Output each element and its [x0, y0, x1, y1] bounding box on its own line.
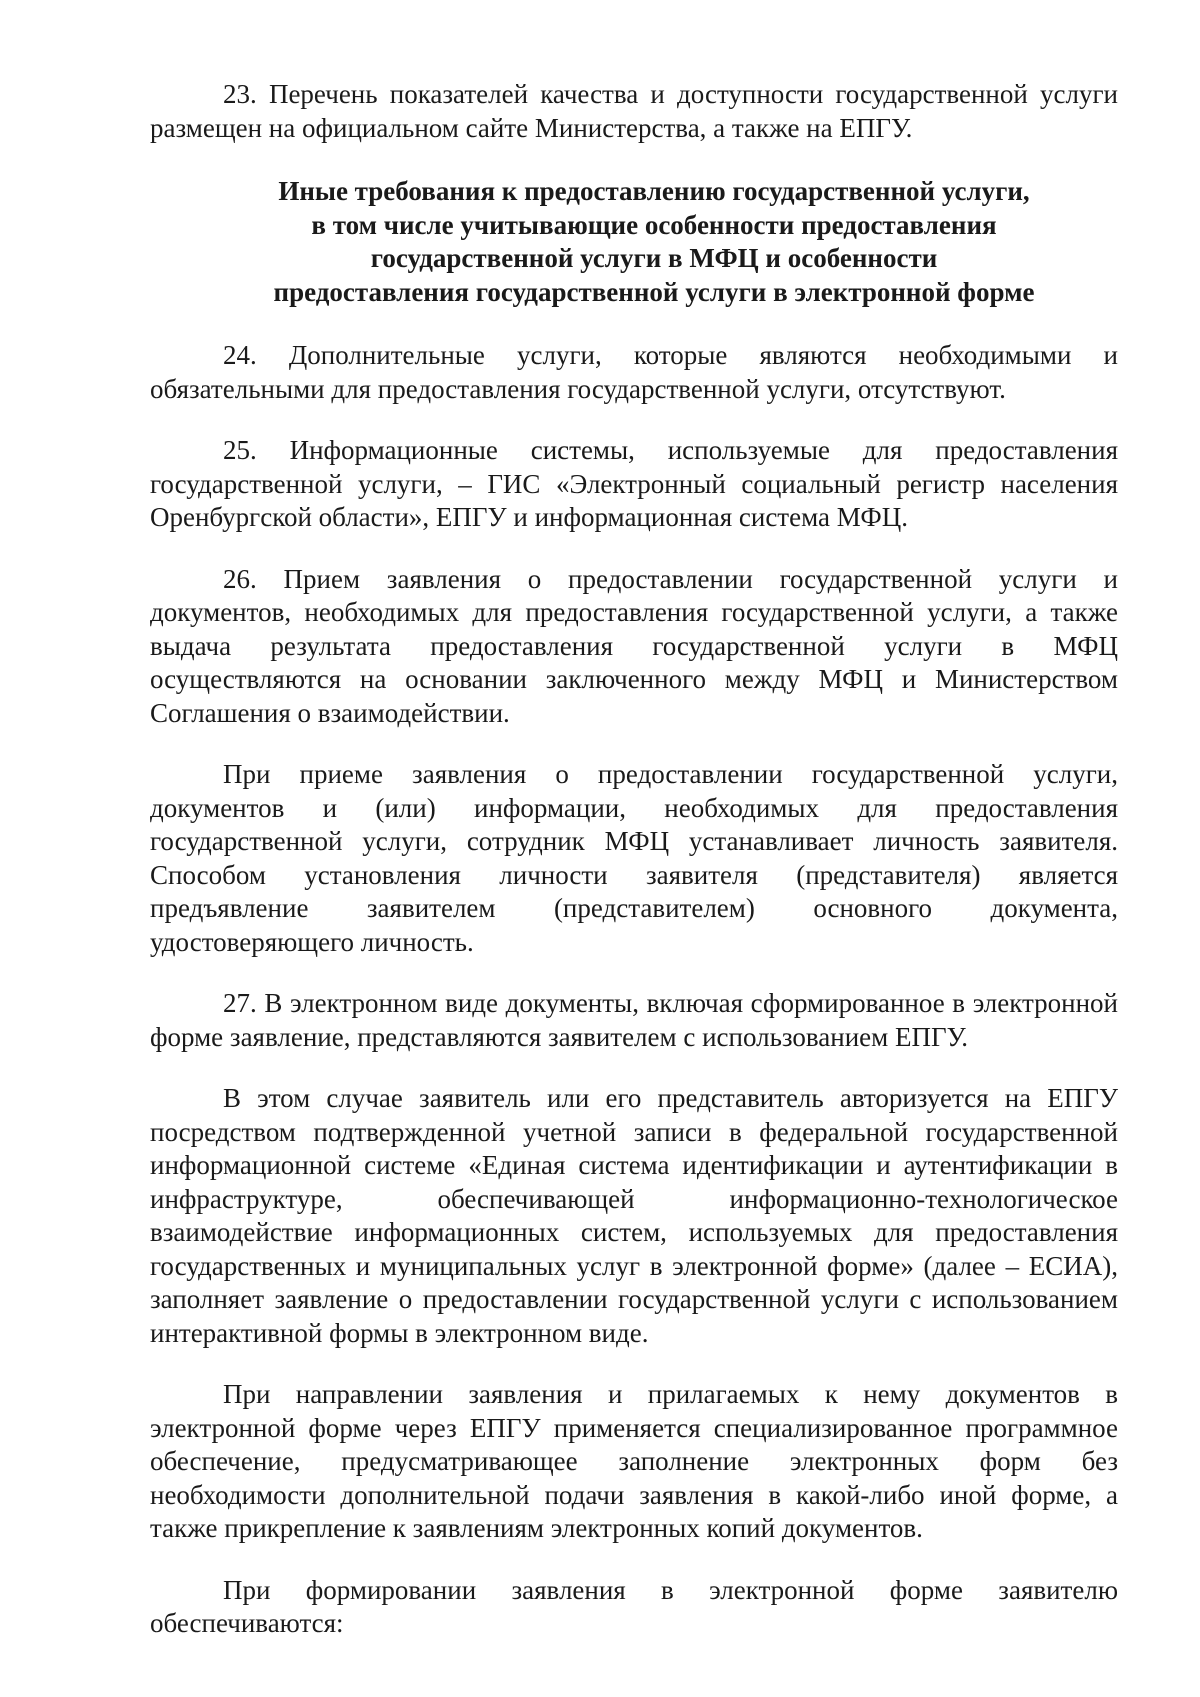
paragraph-26: 26. Прием заявления о предоставлении государственной услуги и документов, необходимых для предоставления государственной услуги, а также выдача результата предоставления государственной услуги в МФЦ осуществляются на основании заключенного между МФЦ и Министерством Соглашения о взаимодействии.	[150, 563, 1118, 728]
section-heading	[190, 175, 1118, 309]
section-heading-line: государственной услуги в МФЦ и особенности	[370, 243, 938, 273]
paragraph-25: 25. Информационные системы, используемые для предоставления государственной услуги, – ГИС «Электронный социальный регистр населения Оренбургской области», ЕПГУ и информационная система МФЦ.	[150, 435, 1118, 532]
paragraph-23: 23. Перечень показателей качества и доступности государственной услуги размещен на официальном сайте Министерства, а также на ЕПГУ.	[150, 79, 1118, 143]
document-page	[150, 78, 1118, 1641]
section-heading-line: Иные требования к предоставлению государственной услуги,	[278, 176, 1030, 206]
section-heading-line: предоставления государственной услуги в электронной форме	[273, 276, 1035, 307]
paragraph-27: 27. В электронном виде документы, включая сформированное в электронной форме заявление, представляются заявителем с использованием ЕПГУ.	[150, 988, 1118, 1052]
paragraph-24: 24. Дополнительные услуги, которые являются необходимыми и обязательными для предоставления государственной услуги, отсутствуют.	[150, 340, 1118, 404]
section-heading-line: в том числе учитывающие особенности предоставления	[311, 209, 997, 240]
paragraph-27-authorization: В этом случае заявитель или его представитель авторизуется на ЕПГУ посредством подтвержденной учетной записи в федеральной государственной информационной системе «Единая система идентификации и аутентификации в инфраструктуре, обеспечивающей информационно-технологическое взаимодействие информационных систем, используемых для предоставления государственных и муниципальных услуг в электронной форме» (далее – ЕСИА), заполняет заявление о предоставлении государственной услуги с использованием интерактивной формы в электронном виде.	[150, 1083, 1118, 1348]
paragraph-26-reception: При приеме заявления о предоставлении государственной услуги, документов и (или) информации, необходимых для предоставления государственной услуги, сотрудник МФЦ устанавливает личность заявителя. Способом установления личности заявителя (представителя) является предъявление заявителем (представителем) основного документа, удостоверяющего личность.	[150, 759, 1118, 957]
paragraph-27-provisions: При формировании заявления в электронной форме заявителю обеспечиваются:	[150, 1574, 1118, 1638]
paragraph-27-software: При направлении заявления и прилагаемых к нему документов в электронной форме через ЕПГУ применяется специализированное программное обеспечение, предусматривающее заполнение электронных форм без необходимости дополнительной подачи заявления в какой-либо иной форме, а также прикрепление к заявлениям электронных копий документов.	[150, 1379, 1118, 1543]
